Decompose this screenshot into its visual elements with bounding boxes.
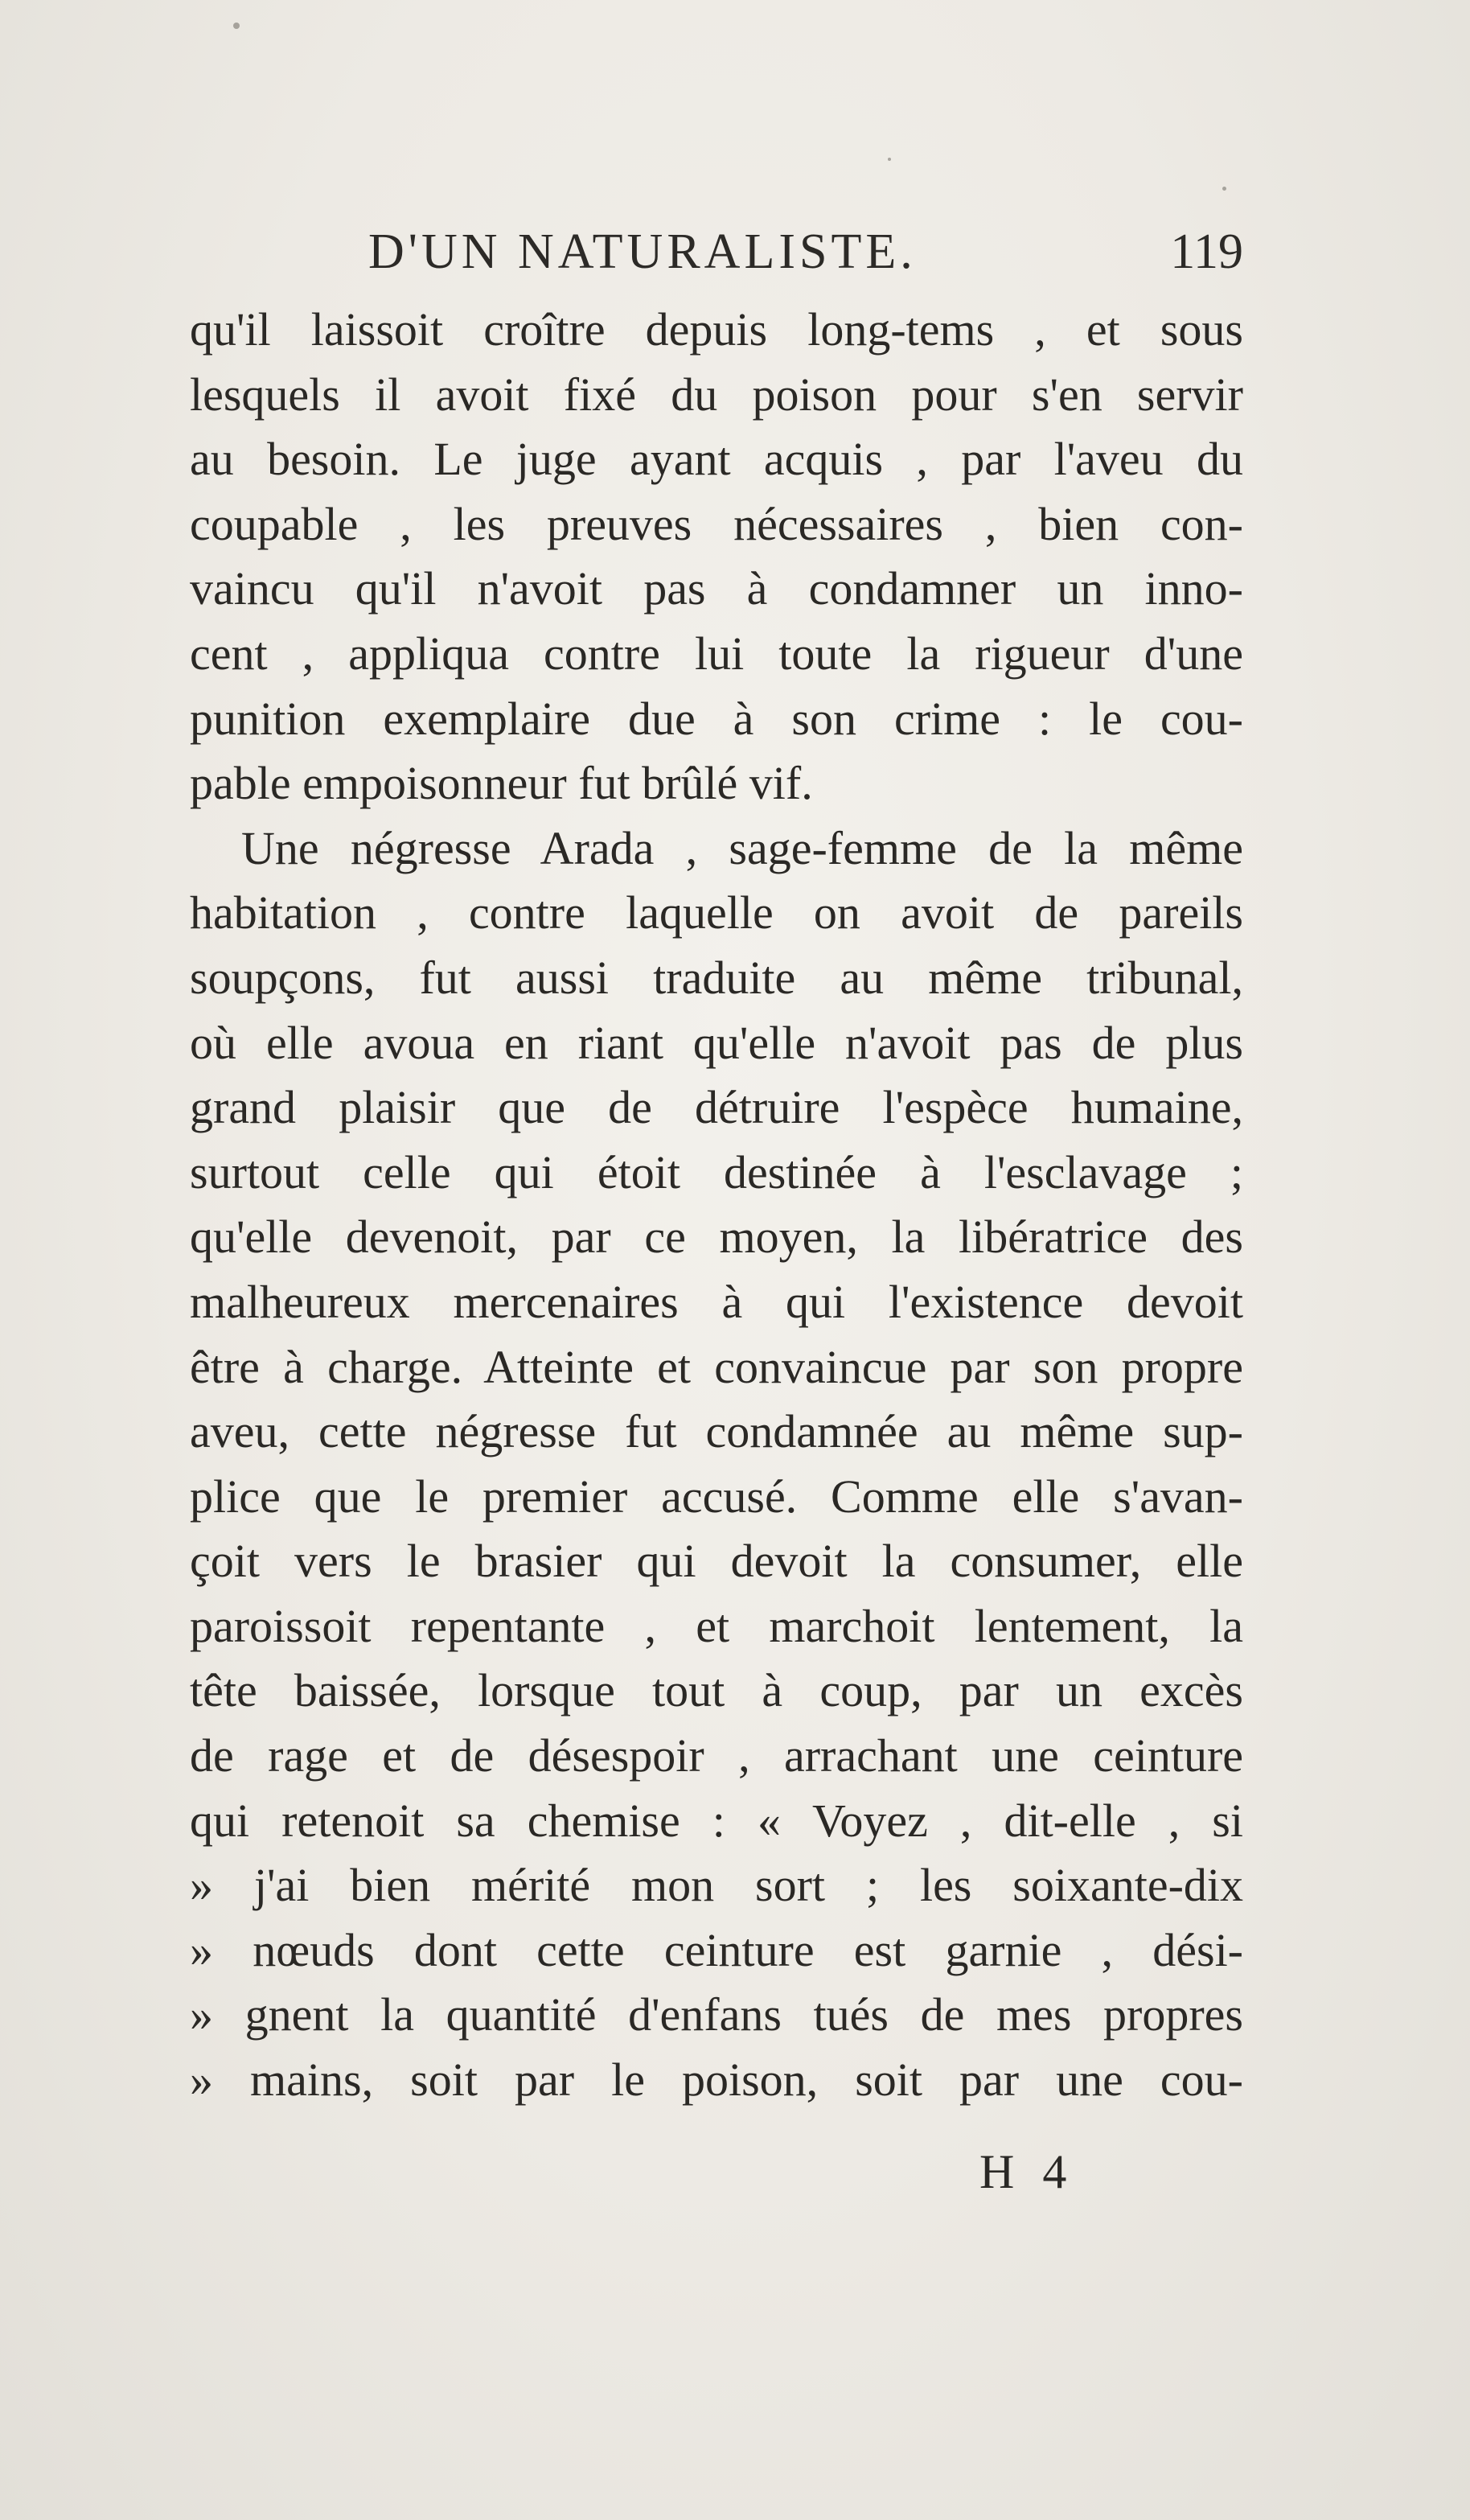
text-line: habitation , contre laquelle on avoit de pareils [190, 886, 1243, 939]
text-line: Une négresse Arada , sage-femme de la même [241, 821, 1243, 874]
text-line: de rage et de désespoir , arrachant une ceinture [190, 1729, 1243, 1782]
text-line: paroissoit repentante , et marchoit lentement, la [190, 1599, 1243, 1652]
text-line: punition exemplaire due à son crime : le cou- [190, 692, 1243, 745]
running-header [190, 216, 1243, 288]
paper-speck [233, 23, 240, 29]
text-line: malheureux mercenaires à qui l'existence devoit [190, 1275, 1243, 1328]
text-line: lesquels il avoit fixé du poison pour s'en servir [190, 368, 1243, 421]
text-line: » nœuds dont cette ceinture est garnie , dési- [190, 1923, 1243, 1976]
text-line: tête baissée, lorsque tout à coup, par un excès [190, 1664, 1243, 1717]
text-line: » j'ai bien mérité mon sort ; les soixante-dix [190, 1859, 1243, 1912]
paper-speck [1222, 187, 1226, 191]
text-line: cent , appliqua contre lui toute la rigueur d'une [190, 627, 1243, 680]
text-line: être à charge. Atteinte et convaincue par son propre [190, 1340, 1243, 1393]
text-line: pable empoisonneur fut brûlé vif. [190, 757, 813, 810]
text-line: plice que le premier accusé. Comme elle s'avan- [190, 1470, 1243, 1523]
text-line: qu'il laissoit croître depuis long-tems , et sous [190, 303, 1243, 356]
text-line: qu'elle devenoit, par ce moyen, la libératrice des [190, 1211, 1243, 1264]
text-line: soupçons, fut aussi traduite au même tribunal, [190, 951, 1243, 1004]
paper-speck [888, 158, 891, 161]
text-line: » gnent la quantité d'enfans tués de mes propres [190, 1988, 1243, 2041]
text-line: coupable , les preuves nécessaires , bien con- [190, 497, 1243, 550]
running-title: D'UN NATURALISTE. [368, 224, 917, 279]
text-line: au besoin. Le juge ayant acquis , par l'aveu du [190, 433, 1243, 486]
text-line: qui retenoit sa chemise : « Voyez , dit-elle , si [190, 1794, 1243, 1847]
text-line: vaincu qu'il n'avoit pas à condamner un inno- [190, 562, 1243, 615]
body-text [190, 298, 1243, 2113]
text-line: aveu, cette négresse fut condamnée au même sup- [190, 1405, 1243, 1458]
signature-mark: H 4 [979, 2145, 1075, 2198]
page-number: 119 [1170, 224, 1243, 279]
text-line: grand plaisir que de détruire l'espèce humaine, [190, 1081, 1243, 1134]
text-line: çoit vers le brasier qui devoit la consumer, elle [190, 1535, 1243, 1588]
text-line: où elle avoua en riant qu'elle n'avoit pas de plus [190, 1016, 1243, 1069]
text-line: » mains, soit par le poison, soit par une cou- [190, 2053, 1243, 2107]
text-line: surtout celle qui étoit destinée à l'esclavage ; [190, 1145, 1243, 1198]
